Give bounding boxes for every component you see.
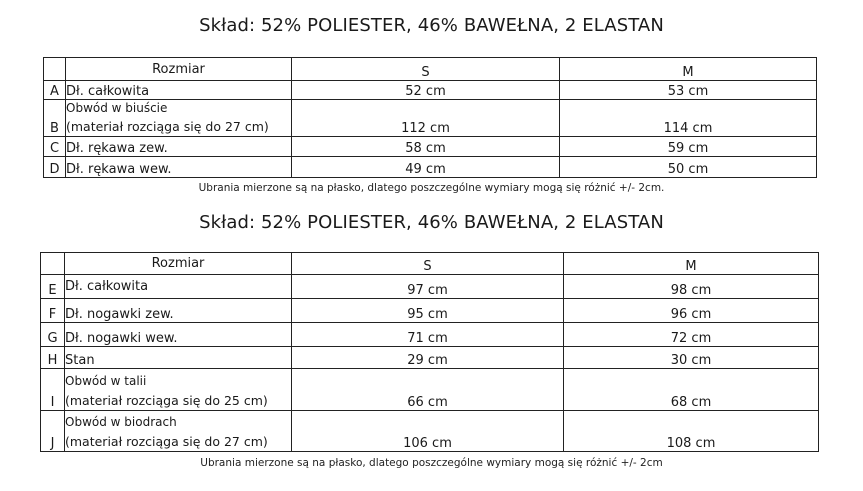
header-size-s: S [292, 58, 560, 81]
header-row [44, 58, 817, 81]
value-s: 66 cm [292, 369, 564, 411]
value-m: 68 cm [564, 369, 819, 411]
value-m: 59 cm [560, 137, 817, 157]
value-s: 52 cm [292, 81, 560, 100]
header-size-m: M [564, 253, 819, 275]
row-label: Obwód w biuście [66, 101, 168, 115]
value-s: 97 cm [292, 275, 564, 299]
header-size-label: Rozmiar [65, 253, 292, 275]
row-letter: F [41, 299, 65, 323]
header-size-s: S [292, 253, 564, 275]
value-m: 50 cm [560, 157, 817, 178]
row-label: Dł. całkowita [66, 81, 292, 100]
value-m: 114 cm [560, 100, 817, 137]
table-row [44, 81, 817, 100]
row-label: Obwód w talii [65, 374, 147, 388]
row-label: Dł. nogawki zew. [65, 299, 292, 323]
measurement-note: Ubrania mierzone są na płasko, dlatego poszczególne wymiary mogą się różnić +/- 2cm [200, 457, 663, 469]
header-blank-cell [41, 253, 65, 275]
row-label: Dł. nogawki wew. [65, 323, 292, 347]
header-size-m: M [560, 58, 817, 81]
row-label: Stan [65, 347, 292, 369]
value-s: 112 cm [292, 100, 560, 137]
table-row [41, 369, 819, 411]
table-row [41, 275, 819, 299]
row-letter: A [44, 81, 66, 100]
row-label-cell [65, 369, 292, 411]
value-m: 98 cm [564, 275, 819, 299]
table1-title: Skład: 52% POLIESTER, 46% BAWEŁNA, 2 ELASTAN [199, 15, 664, 36]
header-size-label: Rozmiar [66, 58, 292, 81]
row-label-cell [65, 411, 292, 452]
table-row [44, 137, 817, 157]
table-row [44, 157, 817, 178]
table2-title: Skład: 52% POLIESTER, 46% BAWEŁNA, 2 ELASTAN [199, 212, 664, 233]
header-blank-cell [44, 58, 66, 81]
measurement-note: Ubrania mierzone są na płasko, dlatego poszczególne wymiary mogą się różnić +/- 2cm. [198, 182, 665, 194]
value-s: 71 cm [292, 323, 564, 347]
row-label-note: (materiał rozciąga się do 27 cm) [65, 434, 268, 449]
value-s: 49 cm [292, 157, 560, 178]
row-letter: E [41, 275, 65, 299]
size-table-bottom [40, 252, 819, 452]
value-m: 108 cm [564, 411, 819, 452]
row-label: Dł. rękawa zew. [66, 137, 292, 157]
row-letter: C [44, 137, 66, 157]
value-s: 29 cm [292, 347, 564, 369]
value-m: 53 cm [560, 81, 817, 100]
row-letter: I [41, 369, 65, 411]
value-s: 106 cm [292, 411, 564, 452]
row-letter: B [44, 100, 66, 137]
header-row [41, 253, 819, 275]
row-letter: D [44, 157, 66, 178]
value-m: 72 cm [564, 323, 819, 347]
table-row [41, 411, 819, 452]
row-label: Obwód w biodrach [65, 415, 177, 429]
row-label: Dł. rękawa wew. [66, 157, 292, 178]
row-label: Dł. całkowita [65, 275, 292, 299]
table-row [41, 299, 819, 323]
row-letter: G [41, 323, 65, 347]
row-letter: H [41, 347, 65, 369]
value-s: 58 cm [292, 137, 560, 157]
value-m: 96 cm [564, 299, 819, 323]
table-row [44, 100, 817, 137]
size-table-top [43, 57, 817, 178]
table-row [41, 347, 819, 369]
value-m: 30 cm [564, 347, 819, 369]
value-s: 95 cm [292, 299, 564, 323]
table-row [41, 323, 819, 347]
row-label-cell [66, 100, 292, 137]
row-label-note: (materiał rozciąga się do 25 cm) [65, 393, 268, 408]
row-label-note: (materiał rozciąga się do 27 cm) [66, 119, 269, 134]
row-letter: J [41, 411, 65, 452]
